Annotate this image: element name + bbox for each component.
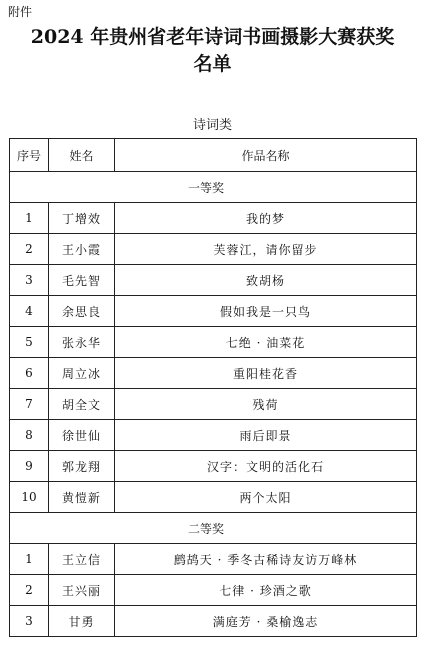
row-number-cell: 2 bbox=[10, 234, 49, 265]
section-title: 诗词类 bbox=[192, 118, 232, 133]
row-number-cell: 3 bbox=[10, 606, 49, 637]
winner-name-cell: 胡全文 bbox=[49, 389, 115, 420]
winner-name-cell: 周立冰 bbox=[49, 358, 115, 389]
row-number-cell: 1 bbox=[10, 203, 49, 234]
award-table bbox=[9, 138, 417, 637]
table-row bbox=[10, 296, 417, 327]
work-title-cell: 七律 · 珍酒之歌 bbox=[115, 575, 417, 606]
winner-name-cell: 丁增效 bbox=[49, 203, 115, 234]
header-number: 序号 bbox=[10, 139, 49, 172]
work-title-cell: 残荷 bbox=[115, 389, 417, 420]
table-row bbox=[10, 451, 417, 482]
winner-name-cell: 郭龙翔 bbox=[49, 451, 115, 482]
row-number-cell: 3 bbox=[10, 265, 49, 296]
winner-name-cell: 张永华 bbox=[49, 327, 115, 358]
winner-name-cell: 徐世仙 bbox=[49, 420, 115, 451]
row-number-cell: 10 bbox=[10, 482, 49, 513]
header-work: 作品名称 bbox=[115, 139, 417, 172]
row-number-cell: 4 bbox=[10, 296, 49, 327]
work-title-cell: 假如我是一只鸟 bbox=[115, 296, 417, 327]
work-title-cell: 汉字：文明的活化石 bbox=[115, 451, 417, 482]
table-row bbox=[10, 420, 417, 451]
winner-name-cell: 毛先智 bbox=[49, 265, 115, 296]
row-number-cell: 7 bbox=[10, 389, 49, 420]
award-group-row bbox=[10, 513, 417, 544]
table-row bbox=[10, 482, 417, 513]
row-number-cell: 5 bbox=[10, 327, 49, 358]
work-title-cell: 我的梦 bbox=[115, 203, 417, 234]
work-title-cell: 满庭芳 · 桑榆逸志 bbox=[115, 606, 417, 637]
row-number-cell: 2 bbox=[10, 575, 49, 606]
document-title-line-1: 2024 年贵州省老年诗词书画摄影大赛获奖 bbox=[30, 26, 395, 48]
work-title-cell: 致胡杨 bbox=[115, 265, 417, 296]
work-title-cell: 芙蓉江，请你留步 bbox=[115, 234, 417, 265]
table-row bbox=[10, 606, 417, 637]
winner-name-cell: 王兴丽 bbox=[49, 575, 115, 606]
document-title-line-2: 名单 bbox=[193, 53, 232, 75]
row-number-cell: 8 bbox=[10, 420, 49, 451]
work-title-cell: 七绝 · 油菜花 bbox=[115, 327, 417, 358]
row-number-cell: 1 bbox=[10, 544, 49, 575]
row-number-cell: 9 bbox=[10, 451, 49, 482]
table-row bbox=[10, 265, 417, 296]
winner-name-cell: 王小霞 bbox=[49, 234, 115, 265]
award-group-row bbox=[10, 172, 417, 203]
work-title-cell: 雨后即景 bbox=[115, 420, 417, 451]
winner-name-cell: 甘勇 bbox=[49, 606, 115, 637]
winner-name-cell: 王立信 bbox=[49, 544, 115, 575]
table-row bbox=[10, 203, 417, 234]
table-header-row bbox=[10, 139, 417, 172]
winner-name-cell: 黄愷新 bbox=[49, 482, 115, 513]
table-row bbox=[10, 544, 417, 575]
award-group-label: 一等奖 bbox=[10, 172, 417, 203]
table-row bbox=[10, 575, 417, 606]
work-title-cell: 两个太阳 bbox=[115, 482, 417, 513]
row-number-cell: 6 bbox=[10, 358, 49, 389]
table-row bbox=[10, 234, 417, 265]
award-group-label: 二等奖 bbox=[10, 513, 417, 544]
work-title-cell: 鹧鸪天 · 季冬古稀诗友访万峰林 bbox=[115, 544, 417, 575]
work-title-cell: 重阳桂花香 bbox=[115, 358, 417, 389]
header-name: 姓名 bbox=[49, 139, 115, 172]
table-row bbox=[10, 389, 417, 420]
table-row bbox=[10, 327, 417, 358]
winner-name-cell: 余思良 bbox=[49, 296, 115, 327]
attachment-label: 附件 bbox=[8, 5, 33, 19]
table-row bbox=[10, 358, 417, 389]
